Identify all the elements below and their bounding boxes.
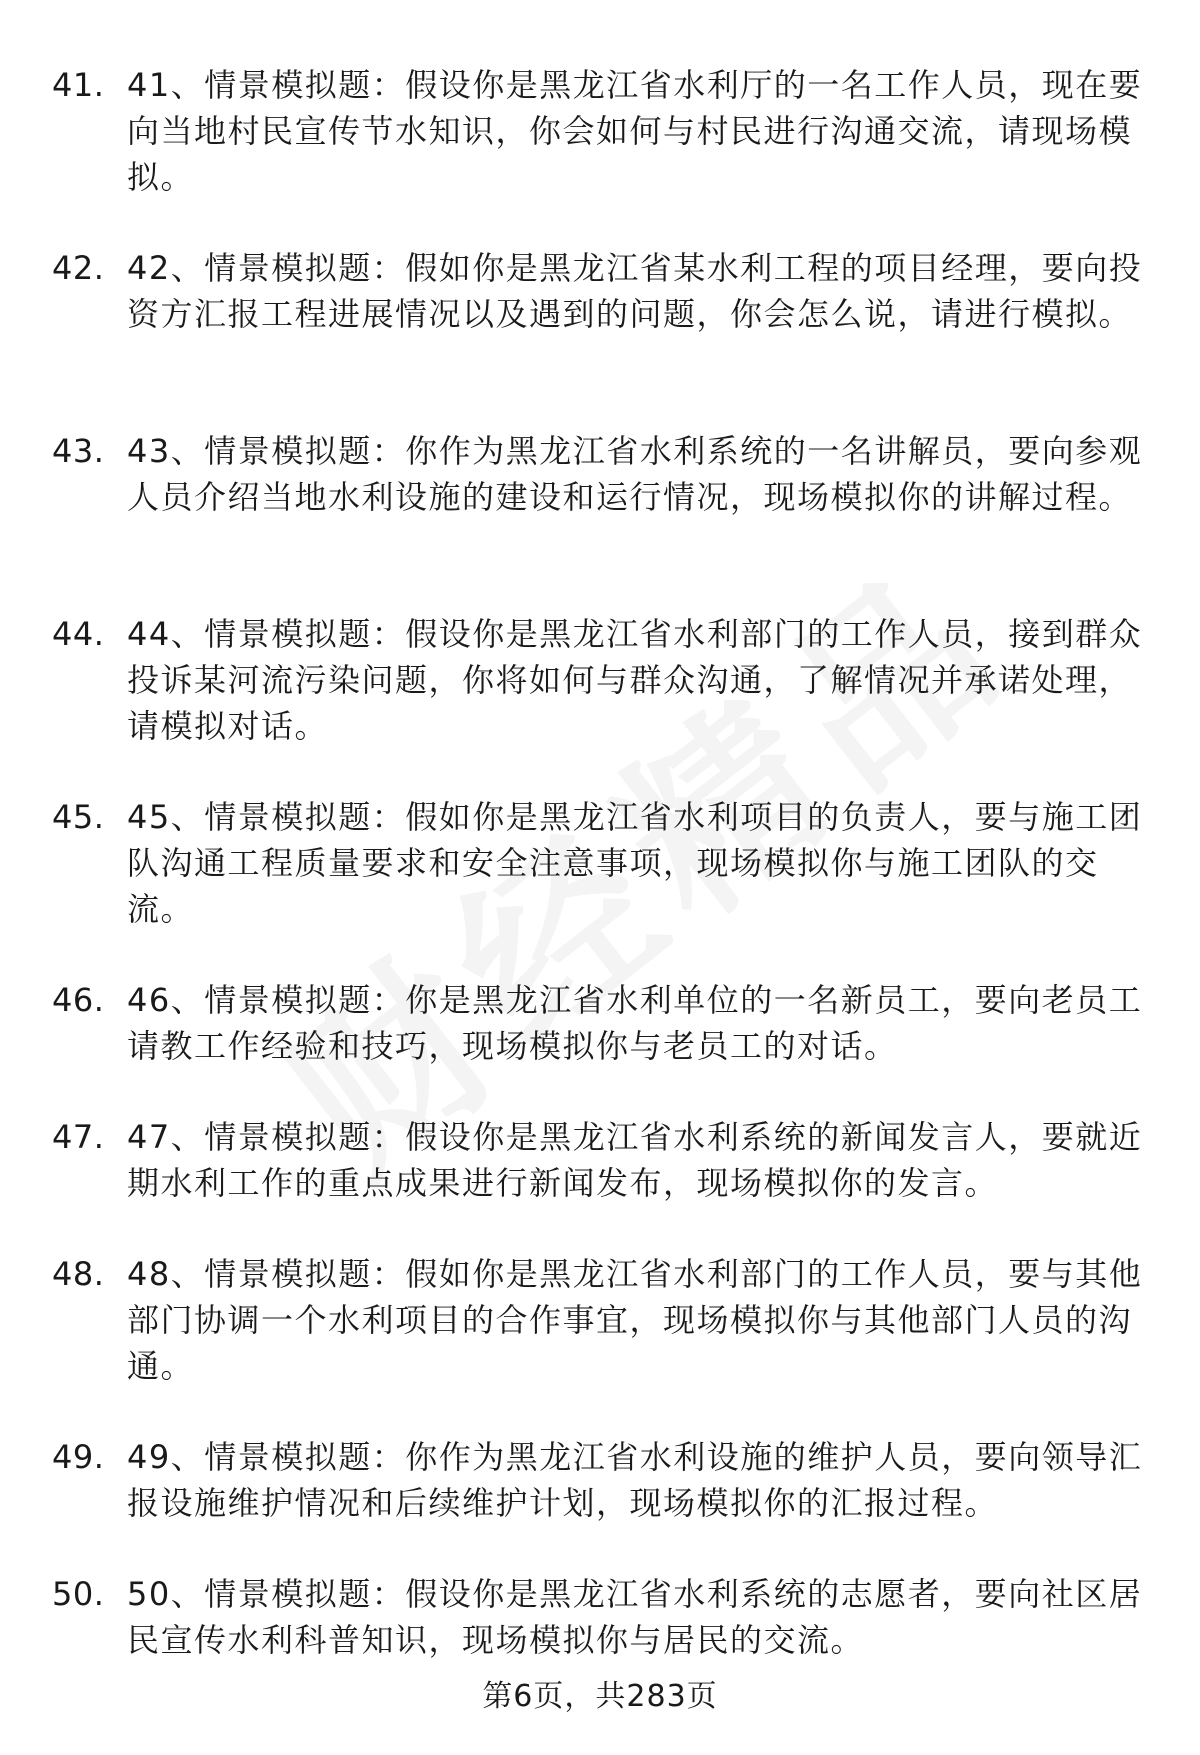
question-item-44 (0, 611, 1200, 794)
question-item-47 (0, 1114, 1200, 1251)
question-text: 50、情景模拟题：假设你是黑龙江省水利系统的志愿者，要向社区居民宣传水利科普知识，现场模拟你与居民的交流。 (127, 1575, 1143, 1659)
question-number: 41. (52, 66, 105, 104)
question-text: 49、情景模拟题：你作为黑龙江省水利设施的维护人员，要向领导汇报设施维护情况和后续维护计划，现场模拟你的汇报过程。 (127, 1438, 1143, 1522)
question-number: 45. (52, 798, 105, 836)
question-number: 50. (52, 1575, 105, 1613)
question-item-41 (0, 62, 1200, 245)
question-number: 43. (52, 432, 105, 470)
question-text: 46、情景模拟题：你是黑龙江省水利单位的一名新员工，要向老员工请教工作经验和技巧，现场模拟你与老员工的对话。 (127, 981, 1143, 1065)
question-text: 42、情景模拟题：假如你是黑龙江省某水利工程的项目经理，要向投资方汇报工程进展情况以及遇到的问题，你会怎么说，请进行模拟。 (127, 249, 1143, 333)
question-number: 47. (52, 1118, 105, 1156)
question-text: 41、情景模拟题：假设你是黑龙江省水利厅的一名工作人员，现在要向当地村民宣传节水知识，你会如何与村民进行沟通交流，请现场模拟。 (127, 66, 1143, 196)
question-item-46 (0, 977, 1200, 1114)
question-text: 43、情景模拟题：你作为黑龙江省水利系统的一名讲解员，要向参观人员介绍当地水利设施的建设和运行情况，现场模拟你的讲解过程。 (127, 432, 1143, 516)
question-text: 45、情景模拟题：假如你是黑龙江省水利项目的负责人，要与施工团队沟通工程质量要求和安全注意事项，现场模拟你与施工团队的交流。 (127, 798, 1143, 928)
question-number: 44. (52, 615, 105, 653)
question-number: 49. (52, 1438, 105, 1476)
question-text: 44、情景模拟题：假设你是黑龙江省水利部门的工作人员，接到群众投诉某河流污染问题，你将如何与群众沟通，了解情况并承诺处理，请模拟对话。 (127, 615, 1143, 745)
question-text: 48、情景模拟题：假如你是黑龙江省水利部门的工作人员，要与其他部门协调一个水利项目的合作事宜，现场模拟你与其他部门人员的沟通。 (127, 1255, 1143, 1385)
question-number: 46. (52, 981, 105, 1019)
question-list (0, 62, 1200, 1708)
question-text: 47、情景模拟题：假设你是黑龙江省水利系统的新闻发言人，要就近期水利工作的重点成果进行新闻发布，现场模拟你的发言。 (127, 1118, 1143, 1202)
question-item-45 (0, 794, 1200, 977)
question-item-42 (0, 245, 1200, 428)
question-number: 42. (52, 249, 105, 287)
question-item-48 (0, 1251, 1200, 1434)
page-footer: 第6页，共283页 (482, 1679, 718, 1714)
question-item-43 (0, 428, 1200, 611)
question-number: 48. (52, 1255, 105, 1293)
question-item-49 (0, 1434, 1200, 1571)
